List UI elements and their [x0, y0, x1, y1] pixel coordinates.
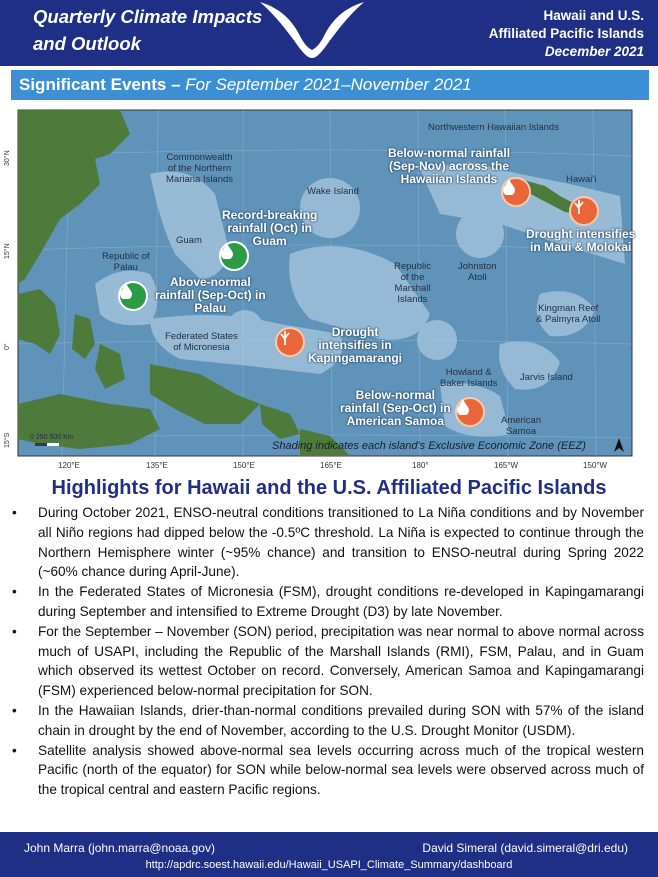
event-guam-rainfall: Record-breaking rainfall (Oct) in Guam: [222, 208, 318, 248]
region-line-2: Affiliated Pacific Islands: [488, 26, 644, 41]
drought-plant-icon-maui: [569, 196, 599, 226]
label-kingman: Kingman Reef & Palmyra Atoll: [536, 303, 601, 325]
highlight-text: In the Hawaiian Islands, drier-than-normal conditions prevailed during SON with 57% of the island chain in drought by the end of November, according to the U.S. Drought Monitor (USDM).: [38, 702, 644, 738]
bullet: •: [12, 623, 17, 639]
lon-tick-165w: 165°W: [494, 461, 519, 470]
issue-date: December 2021: [544, 44, 644, 59]
contact-david-simeral[interactable]: David Simeral (david.simeral@dri.edu): [422, 841, 628, 855]
map-canvas: [0, 104, 658, 474]
highlights-title: Highlights for Hawaii and the U.S. Affiliated Pacific Islands: [51, 477, 607, 499]
dashboard-link[interactable]: http://apdrc.soest.hawaii.edu/Hawaii_USAPI_Climate_Summary/dashboard: [145, 859, 513, 871]
lat-tick-0: 0°: [4, 343, 11, 350]
bullet: •: [12, 742, 17, 758]
section-label: Significant Events –: [19, 75, 186, 94]
region-title: [489, 7, 644, 61]
lon-tick-165e: 165°E: [320, 461, 342, 470]
highlight-item: [0, 741, 658, 800]
highlight-item: [0, 582, 658, 622]
contact-john-marra[interactable]: John Marra (john.marra@noaa.gov): [24, 841, 215, 855]
lon-tick-120e: 120°E: [58, 461, 80, 470]
event-maui-drought: Drought intensifies in Maui & Molokai: [526, 227, 636, 254]
highlight-text: Satellite analysis showed above-normal sea levels occurring across much of the tropical western Pacific (north of the equator) for SON while below-normal sea levels were observed across much of the tropical central and eastern Pacific regions.: [38, 742, 644, 798]
label-rmi: Republic of the Marshall Islands: [394, 261, 431, 305]
highlight-text: During October 2021, ENSO-neutral conditions transitioned to La Niña conditions and by November all Niño regions had dipped below the -0.5ºC threshold. La Niña is expected to continue through the Northern Hemisphere winter (~95% chance) and transition to ENSO-neutral during Spring 2022 (~60% chance during April-June).: [38, 505, 644, 580]
lat-tick-15s: 15°S: [4, 432, 11, 448]
title-line-1: Quarterly Climate Impacts: [33, 6, 263, 27]
lon-tick-150w: 150°W: [583, 461, 608, 470]
lat-tick-15n: 15°N: [4, 243, 11, 259]
event-palau-rainfall: Above-normal rainfall (Sep-Oct) in Palau: [155, 275, 266, 315]
highlight-item: [0, 622, 658, 701]
label-guam: Guam: [176, 235, 202, 246]
footer: [0, 832, 658, 877]
region-line-1: Hawaii and U.S.: [543, 8, 644, 23]
significant-events-bar: [11, 70, 649, 100]
bullet: •: [12, 702, 17, 718]
label-jarvis: Jarvis Island: [520, 372, 573, 383]
label-palau: Republic of Palau: [102, 251, 150, 273]
events-map: [0, 104, 658, 474]
bullet: •: [12, 505, 17, 520]
title-line-2: and Outlook: [33, 33, 141, 54]
drought-plant-icon-kapingamarangi: [275, 327, 305, 357]
eez-note: Shading indicates each island's Exclusive Economic Zone (EEZ): [272, 440, 586, 452]
lon-tick-150e: 150°E: [233, 461, 255, 470]
label-fsm: Federated States of Micronesia: [165, 331, 238, 353]
publication-title: [33, 3, 262, 57]
highlights-list: [0, 503, 658, 800]
highlight-item: [0, 701, 658, 741]
label-johnston: Johnston Atoll: [458, 261, 497, 283]
rain-drop-icon-palau: [118, 281, 148, 311]
label-howland: Howland & Baker Islands: [440, 367, 498, 389]
header-banner: [0, 0, 658, 66]
bullet: •: [12, 584, 17, 600]
lat-tick-30n: 30°N: [4, 150, 11, 166]
period-label: For September 2021–November 2021: [185, 75, 472, 94]
scale-bar: 0 250 500 Km: [30, 434, 74, 441]
label-american-samoa: American Samoa: [501, 415, 542, 437]
event-hawaii-rainfall: Below-normal rainfall (Sep-Nov) across the Hawaiian Islands: [388, 146, 511, 186]
dry-drop-icon-american-samoa: [455, 397, 485, 427]
event-american-samoa-rainfall: Below-normal rainfall (Sep-Oct) in American Samoa: [340, 388, 451, 428]
event-kapingamarangi-drought: Drought intensifies in Kapingamarangi: [308, 325, 403, 365]
highlight-item: [0, 503, 658, 582]
lon-tick-135e: 135°E: [146, 461, 168, 470]
highlight-text: For the September – November (SON) period, precipitation was near normal to above normal across much of USAPI, including the Republic of the Marshall Islands (RMI), FSM, Palau, and in Guam which observed its wettest October on record. Conversely, American Samoa and Kapingamarangi (FSM) experienced below-normal precipitation for SON.: [38, 623, 644, 699]
bird-logo-icon: [252, 0, 372, 66]
label-wake: Wake Island: [307, 186, 359, 197]
lon-tick-180: 180°: [412, 461, 429, 470]
label-cnmi: Commonwealth of the Northern Mariana Islands: [166, 152, 234, 185]
label-nw-hawaiian: Northwestern Hawaiian Islands: [428, 122, 559, 133]
label-hawaii: Hawai'i: [566, 174, 597, 185]
north-arrow-icon: [614, 438, 624, 452]
highlight-text: In the Federated States of Micronesia (FSM), drought conditions re-developed in Kapingamarangi during September and intensified to Extreme Drought (D3) by late November.: [38, 584, 644, 619]
significant-events-title: [19, 75, 472, 95]
